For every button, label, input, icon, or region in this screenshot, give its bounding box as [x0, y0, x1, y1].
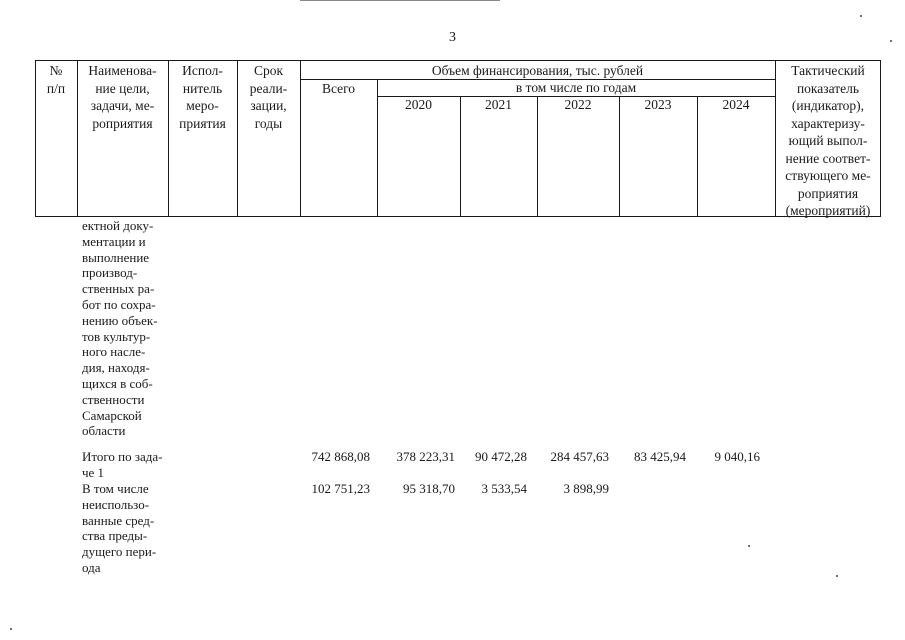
scan-speck	[748, 545, 750, 547]
cell-2022: 284 457,63	[550, 449, 609, 464]
page-number: 3	[449, 30, 456, 45]
header-year-2021: 2021	[485, 97, 512, 112]
cell-2023: 83 425,94	[634, 449, 686, 464]
scan-speck	[860, 15, 862, 17]
cell-2021: 3 533,54	[481, 481, 527, 496]
scan-speck	[836, 575, 838, 577]
cell-2024: 9 040,16	[714, 449, 760, 464]
row-name: Итого по зада- че 1	[82, 449, 163, 480]
cell-2020: 378 223,31	[396, 449, 455, 464]
header-name: Наименова- ние цели, задачи, ме- роприятия	[88, 63, 157, 131]
header-by-years: в том числе по годам	[515, 80, 637, 95]
cell-2021: 90 472,28	[475, 449, 527, 464]
header-term: Срок реали- зации, годы	[249, 63, 288, 131]
header-year-2020: 2020	[405, 97, 432, 112]
col-divider	[460, 96, 461, 217]
col-divider	[537, 96, 538, 217]
header-year-2024: 2024	[722, 97, 750, 112]
header-indicator: Тактический показатель (индикатор), характеризу- ющий выпол- нение соответ- ствующего ме- роприятия (мероприятий)	[785, 63, 871, 218]
header-no: № п/п	[46, 63, 66, 96]
header-year-2023: 2023	[644, 97, 672, 112]
scan-speck	[890, 40, 892, 42]
cell-total: 742 868,08	[311, 449, 370, 464]
header-executor: Испол- нитель меро- приятия	[179, 63, 226, 131]
scan-top-edge	[300, 0, 500, 1]
cell-2022: 3 898,99	[563, 481, 609, 496]
col-divider	[697, 96, 698, 217]
header-funding-title: Объем финансирования, тыс. рублей	[431, 63, 644, 78]
col-divider	[619, 96, 620, 217]
header-total: Всего	[321, 81, 356, 96]
row-name: В том числе неиспользо- ванные сред- ства преды- дущего пери- ода	[82, 481, 157, 575]
cell-total: 102 751,23	[311, 481, 370, 496]
scan-speck	[10, 628, 12, 630]
row-name: ектной доку- ментации и выполнение производ- ственных ра- бот по сохра- нению объек- тов культур- ного насле- дия, находя- щихся в соб- ственности Самарской области	[82, 218, 158, 439]
header-year-2022: 2022	[564, 97, 592, 112]
cell-2020: 95 318,70	[403, 481, 455, 496]
